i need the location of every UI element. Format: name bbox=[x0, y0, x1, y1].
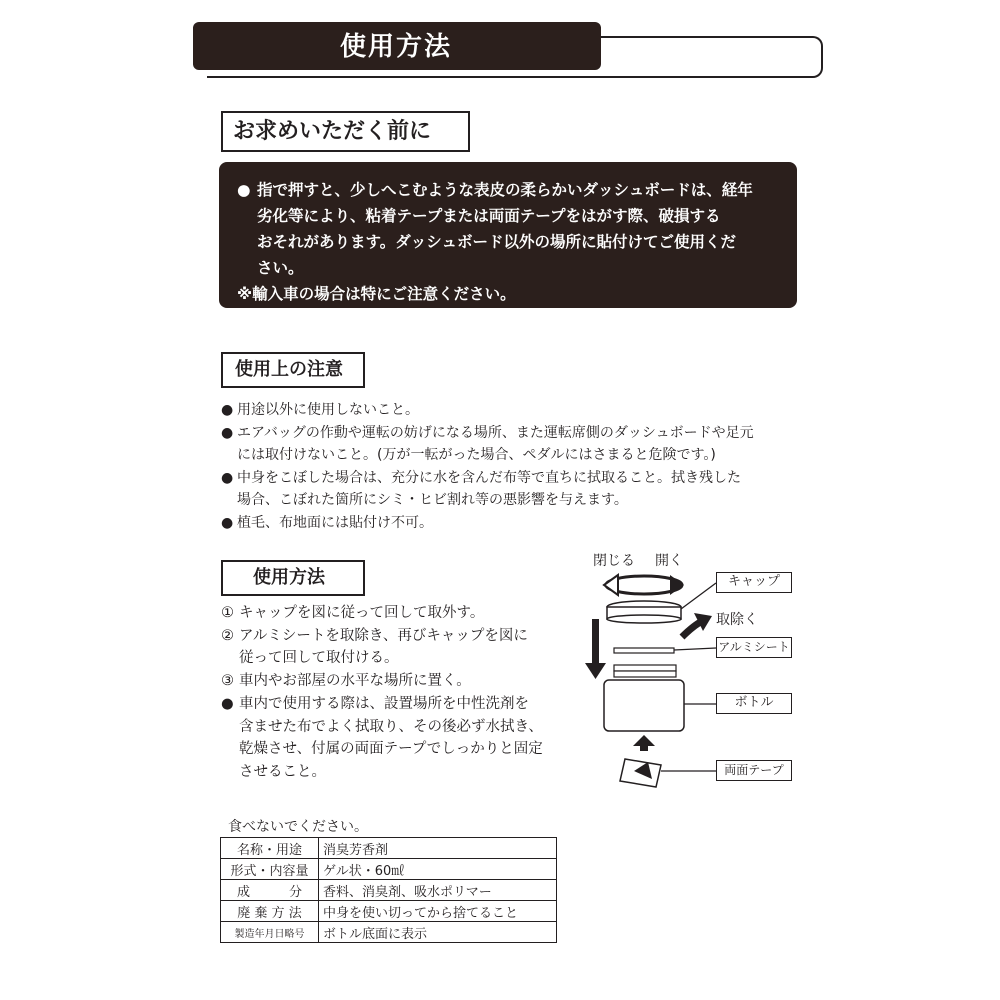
page-title: 使用方法 bbox=[193, 22, 601, 70]
bullet-icon: ● bbox=[221, 514, 234, 531]
step-line: 従って回して取付ける。 bbox=[239, 650, 399, 667]
warning-line: さい。 bbox=[257, 259, 304, 277]
section-title-usage: 使用方法 bbox=[221, 560, 365, 596]
usage-steps bbox=[221, 602, 566, 784]
warning-panel bbox=[219, 162, 797, 308]
spec-key: 形式・内容量 bbox=[221, 859, 319, 880]
step-item bbox=[221, 602, 566, 625]
step-line: 含ませた布でよく拭取り、その後必ず水拭き、 bbox=[239, 718, 543, 735]
warning-item bbox=[237, 177, 779, 281]
close-label: 閉じる bbox=[593, 553, 635, 569]
table-row bbox=[221, 901, 557, 922]
section-title-cautions: 使用上の注意 bbox=[221, 352, 365, 388]
section-title-before-purchase: お求めいただく前に bbox=[221, 111, 470, 152]
list-item bbox=[221, 399, 811, 422]
spec-table bbox=[220, 837, 557, 943]
list-line: には取付けないこと。(万が一転がった場合、ペダルにはさまると危険です。) bbox=[237, 447, 716, 463]
cautions-list bbox=[221, 399, 811, 534]
step-line: キャップを図に従って回して取外す。 bbox=[239, 605, 485, 621]
aluminum-sheet-icon bbox=[614, 648, 674, 653]
list-line: 植毛、布地面には貼付け不可。 bbox=[237, 514, 433, 531]
list-line: 場合、こぼれた箇所にシミ・ヒビ割れ等の悪影響を与えます。 bbox=[237, 492, 628, 508]
tape-label: 両面テープ bbox=[716, 760, 792, 781]
spec-value: 中身を使い切ってから捨てること bbox=[319, 901, 557, 922]
list-line: 用途以外に使用しないこと。 bbox=[237, 402, 419, 418]
step-item bbox=[221, 693, 566, 784]
step-marker: ● bbox=[221, 695, 234, 712]
list-item bbox=[221, 422, 811, 467]
spec-key: 製造年月日略号 bbox=[221, 922, 319, 943]
down-arrow-icon bbox=[585, 619, 606, 679]
list-item bbox=[221, 512, 811, 535]
do-not-eat-warning: 食べないでください。 bbox=[228, 819, 368, 835]
spec-key: 名称・用途 bbox=[221, 838, 319, 859]
list-item bbox=[221, 467, 811, 512]
list-line: エアバッグの作動や運転の妨げになる場所、また運転席側のダッシュボードや足元 bbox=[237, 424, 754, 441]
warning-line: 劣化等により、粘着テープまたは両面テープをはがす際、破損する bbox=[257, 207, 721, 225]
step-item bbox=[221, 670, 566, 693]
sheet-label: アルミシート bbox=[716, 637, 792, 658]
bullet-icon: ● bbox=[221, 469, 234, 486]
warning-line: 指で押すと、少しへこむような表皮の柔らかいダッシュボードは、経年 bbox=[257, 181, 753, 199]
cap-icon bbox=[607, 601, 681, 623]
open-label: 開く bbox=[655, 553, 683, 569]
step-item bbox=[221, 625, 566, 670]
spec-value: 香料、消臭剤、吸水ポリマー bbox=[319, 880, 557, 901]
bullet-icon: ● bbox=[237, 181, 251, 199]
remove-label: 取除く bbox=[716, 612, 758, 628]
table-row bbox=[221, 880, 557, 901]
table-row bbox=[221, 922, 557, 943]
up-arrow-icon bbox=[633, 735, 655, 751]
bottle-icon bbox=[604, 665, 684, 731]
list-line: 中身をこぼした場合は、充分に水を含んだ布等で直ちに拭取ること。拭き残した bbox=[237, 469, 741, 486]
step-marker: ② bbox=[221, 627, 234, 644]
bullet-icon: ● bbox=[221, 402, 234, 418]
table-row bbox=[221, 838, 557, 859]
step-line: 乾燥させ、付属の両面テープでしっかりと固定 bbox=[239, 741, 543, 758]
cap-label: キャップ bbox=[716, 572, 792, 593]
step-marker: ① bbox=[221, 605, 234, 621]
spec-value: ボトル底面に表示 bbox=[319, 922, 557, 943]
warning-note: ※輸入車の場合は特にご注意ください。 bbox=[237, 285, 516, 303]
step-line: させること。 bbox=[239, 763, 326, 780]
rotate-arrows-icon bbox=[604, 575, 684, 595]
warning-line: おそれがあります。ダッシュボード以外の場所に貼付けてご使用くだ bbox=[257, 233, 736, 251]
step-line: 車内やお部屋の水平な場所に置く。 bbox=[239, 673, 471, 690]
step-marker: ③ bbox=[221, 673, 234, 690]
table-row bbox=[221, 859, 557, 880]
spec-value: ゲル状・60㎖ bbox=[319, 859, 557, 880]
bottle-label: ボトル bbox=[716, 693, 792, 714]
spec-key: 廃 棄 方 法 bbox=[221, 901, 319, 922]
spec-value: 消臭芳香剤 bbox=[319, 838, 557, 859]
spec-key: 成 分 bbox=[221, 880, 319, 901]
bullet-icon: ● bbox=[221, 424, 234, 441]
step-line: アルミシートを取除き、再びキャップを図に bbox=[239, 627, 528, 644]
step-line: 車内で使用する際は、設置場所を中性洗剤を bbox=[239, 695, 529, 712]
double-sided-tape-icon bbox=[620, 759, 661, 787]
